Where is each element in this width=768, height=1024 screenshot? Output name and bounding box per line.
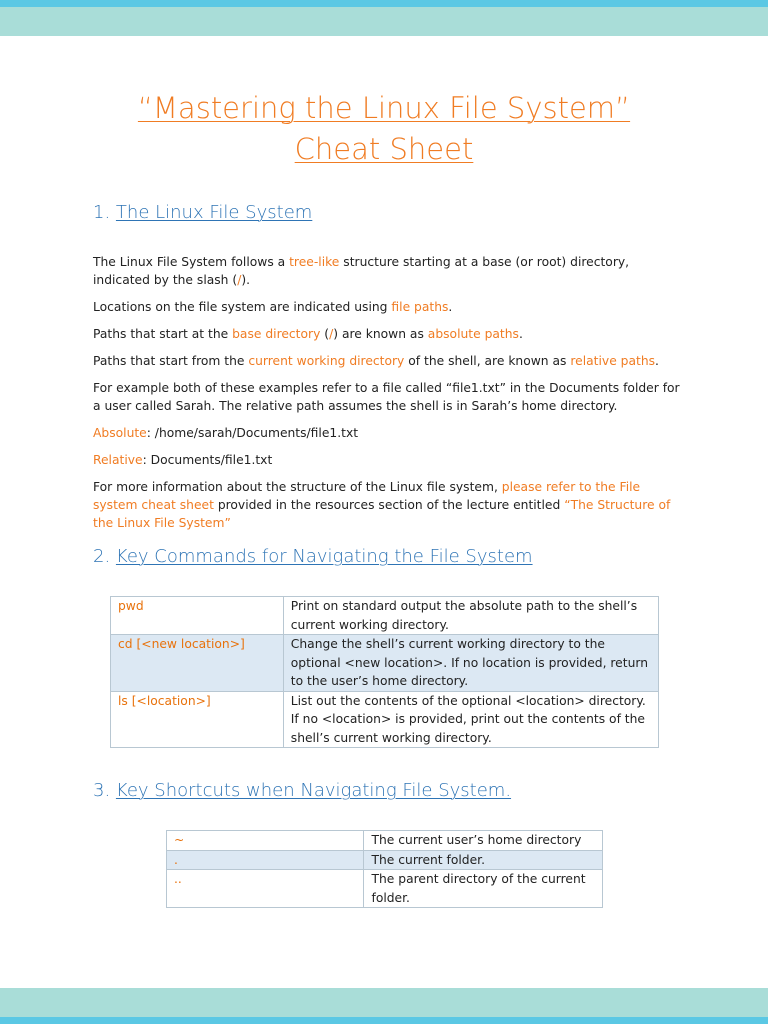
page-title — [0, 88, 768, 170]
title-line-2: Cheat Sheet — [294, 132, 474, 166]
highlight-slash: / — [237, 273, 242, 287]
relative-path-example — [93, 451, 683, 469]
text: The Linux File System follows a — [93, 255, 290, 269]
absolute-path-example — [93, 424, 683, 442]
shortcuts-table — [166, 830, 603, 908]
text: . — [655, 354, 659, 368]
description-cell: The parent directory of the current folder. — [364, 870, 603, 908]
title-line-1: “Mastering the Linux File System” — [137, 91, 631, 125]
description-cell: List out the contents of the optional <location> directory. If no <location> is provided, print out the contents of the shell’s current working directory. — [283, 691, 658, 748]
text: structure starting at a base (or root) directory, indicated by the slash ( — [93, 255, 630, 287]
text: Paths that start at the — [93, 327, 233, 341]
text: For more information about the structure of the Linux file system, — [93, 480, 502, 494]
shortcut-cell: .. — [167, 870, 364, 908]
description-cell: Change the shell’s current working directory to the optional <new location>. If no location is provided, return to the user’s home directory. — [283, 635, 658, 692]
text: ). — [241, 273, 251, 287]
lecture-title: “The Structure of the Linux File System” — [93, 498, 671, 530]
highlight-tree-like: tree-like — [289, 255, 340, 269]
absolute-value: : /home/sarah/Documents/file1.txt — [146, 426, 359, 440]
text: ( — [320, 327, 330, 341]
command-cell: ls [<location>] — [111, 691, 284, 748]
shortcut-cell: ~ — [167, 831, 364, 851]
text: Locations on the file system are indicated using — [93, 300, 392, 314]
text: Paths that start from the — [93, 354, 249, 368]
section-3-title[interactable]: Key Shortcuts when Navigating File System. — [115, 780, 512, 801]
description-cell: The current user’s home directory — [364, 831, 603, 851]
table-row — [167, 850, 603, 870]
highlight-file-paths: file paths — [391, 300, 449, 314]
description-cell: The current folder. — [364, 850, 603, 870]
text: . — [448, 300, 453, 314]
description-cell: Print on standard output the absolute path to the shell’s current working directory. — [283, 597, 658, 635]
paragraph-file-paths — [93, 298, 683, 316]
text: . — [518, 327, 523, 341]
command-cell: cd [<new location>] — [111, 635, 284, 692]
relative-value: : Documents/file1.txt — [142, 453, 273, 467]
highlight-slash: / — [329, 327, 334, 341]
bottom-banner-stripe — [0, 1017, 768, 1024]
paragraph-example: For example both of these examples refer to a file called “file1.txt” in the Documents folder for a user called Sarah. The relative path assumes the shell is in Sarah’s home directory. — [93, 381, 680, 413]
section-3-heading — [93, 779, 511, 803]
bottom-banner — [0, 988, 768, 1024]
section-1-number: 1. — [93, 202, 111, 223]
top-banner-stripe — [0, 0, 768, 7]
command-cell: pwd — [111, 597, 284, 635]
paragraph-tree-structure — [93, 253, 683, 289]
relative-label: Relative — [93, 453, 143, 467]
section-2-title[interactable]: Key Commands for Navigating the File System — [115, 546, 533, 567]
highlight-base-directory: base directory — [232, 327, 321, 341]
section-1-title[interactable]: The Linux File System — [115, 202, 313, 223]
link-file-system-cheat-sheet[interactable]: please refer to the File system cheat sheet — [93, 480, 641, 512]
commands-table — [110, 596, 659, 748]
section-2-number: 2. — [93, 546, 111, 567]
highlight-current-working-directory: current working directory — [248, 354, 405, 368]
table-row — [111, 635, 659, 692]
shortcut-cell: . — [167, 850, 364, 870]
section-3-number: 3. — [93, 780, 111, 801]
table-row — [167, 831, 603, 851]
text: of the shell, are known as — [404, 354, 571, 368]
table-row — [167, 870, 603, 908]
section-2-heading — [93, 545, 533, 569]
top-banner — [0, 0, 768, 36]
section-1-heading — [93, 201, 312, 225]
table-row — [111, 597, 659, 635]
absolute-label: Absolute — [93, 426, 147, 440]
paragraph-absolute-paths — [93, 325, 683, 343]
table-row — [111, 691, 659, 748]
text: ) are known as — [333, 327, 428, 341]
highlight-relative-paths: relative paths — [570, 354, 656, 368]
paragraph-more-info — [93, 478, 683, 532]
paragraph-relative-paths — [93, 352, 683, 370]
text: provided in the resources section of the lecture entitled — [213, 498, 565, 512]
highlight-absolute-paths: absolute paths — [427, 327, 519, 341]
